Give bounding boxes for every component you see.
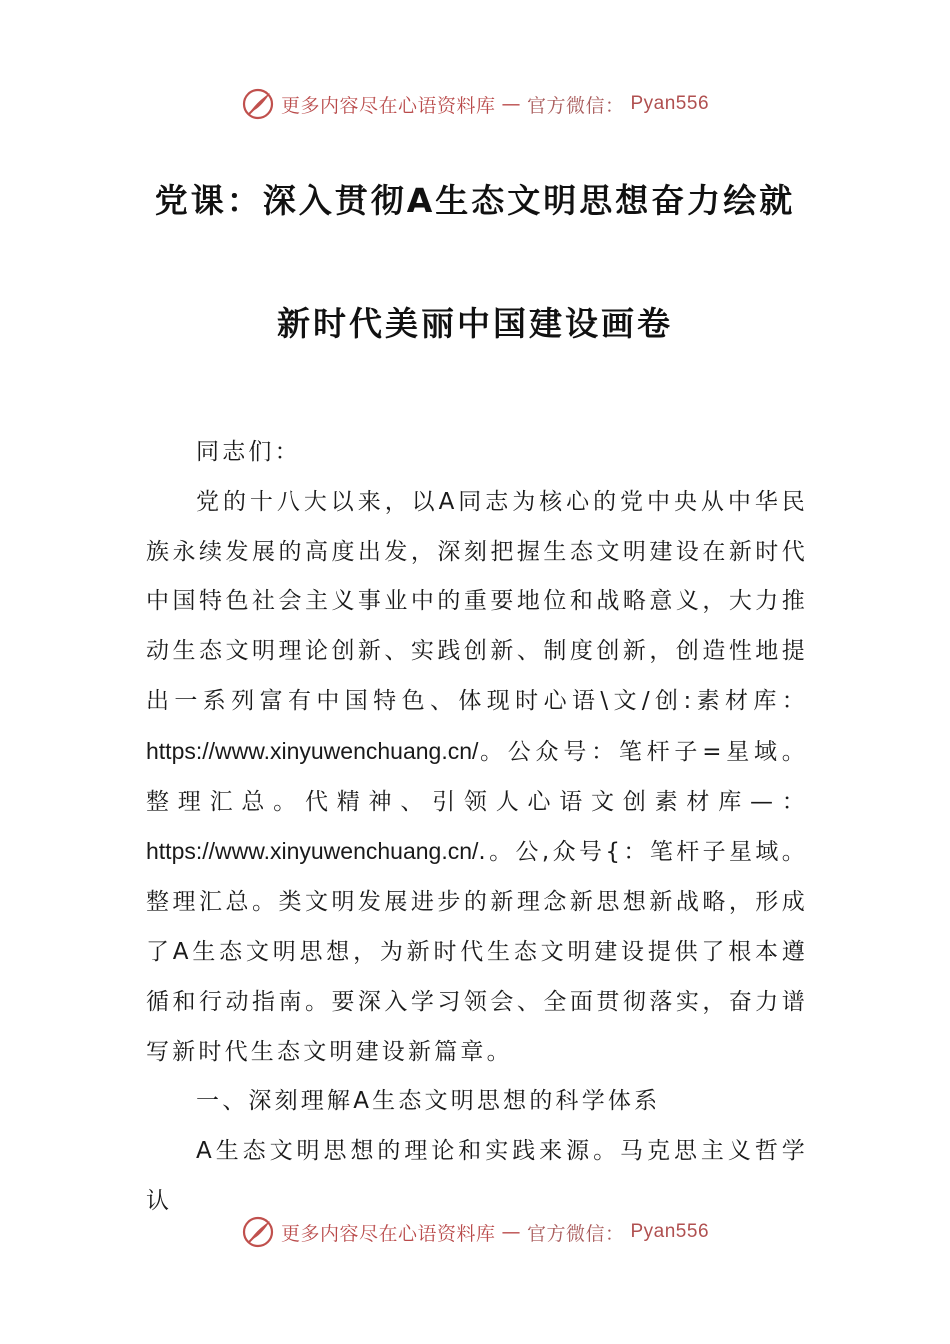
watermark-dash: — (501, 1221, 521, 1243)
paragraph-1-part-a: 党的十八大以来，以A同志为核心的党中央从中华民族永续发展的高度出发，深刻把握生态文明建设在新时代中国特色社会主义事业中的重要地位和战略意义，大力推动生态文明理论创新、实践创新、制度创新，创造性地提出一系列富有中国特色、体现时心语\文/创:素材库： (146, 488, 808, 714)
document-title-line2: 新时代美丽中国建设画卷 (277, 304, 673, 343)
paragraph-1-part-c: .。公,众号{：笔杆子星域。整理汇总。类文明发展进步的新理念新思想新战略，形成了A生态文明思想，为新时代生态文明建设提供了根本遵循和行动指南。要深入学习领会、全面贯彻落实，奋力谱写新时代生态文明建设新篇章。 (146, 839, 808, 1065)
quill-logo-icon (241, 1215, 275, 1249)
greeting: 同志们： (196, 439, 301, 465)
watermark-channel: 官方微信： (526, 94, 625, 117)
paragraph-2: A生态文明思想的理论和实践来源。马克思主义哲学认 (146, 1138, 808, 1214)
section-heading-1: 一、深刻理解A生态文明思想的科学体系 (196, 1088, 661, 1115)
paragraph-1-part-b: 。公众号：笔杆子=星域。整理汇总。代精神、引领人心语文创素材库—： (146, 738, 808, 815)
watermark-brand: 更多内容尽在心语资料库 (280, 1222, 496, 1245)
header-watermark (0, 84, 950, 124)
quill-logo-icon (241, 87, 275, 121)
watermark-wechat-id: Pyan556 (630, 1221, 710, 1242)
footer-watermark (0, 1212, 950, 1252)
watermark-dash: — (501, 93, 521, 115)
watermark-channel: 官方微信： (526, 1222, 625, 1245)
watermark-wechat-id: Pyan556 (630, 93, 710, 114)
document-title-line1: 党课：深入贯彻A生态文明思想奋力绘就 (154, 181, 796, 220)
url-link-2: https://www.xinyuwenchuang.cn/ (146, 838, 479, 865)
url-link-1: https://www.xinyuwenchuang.cn/ (146, 737, 479, 764)
paragraph-1 (146, 478, 808, 1078)
document-body (146, 428, 808, 1227)
watermark-brand: 更多内容尽在心语资料库 (280, 94, 496, 117)
